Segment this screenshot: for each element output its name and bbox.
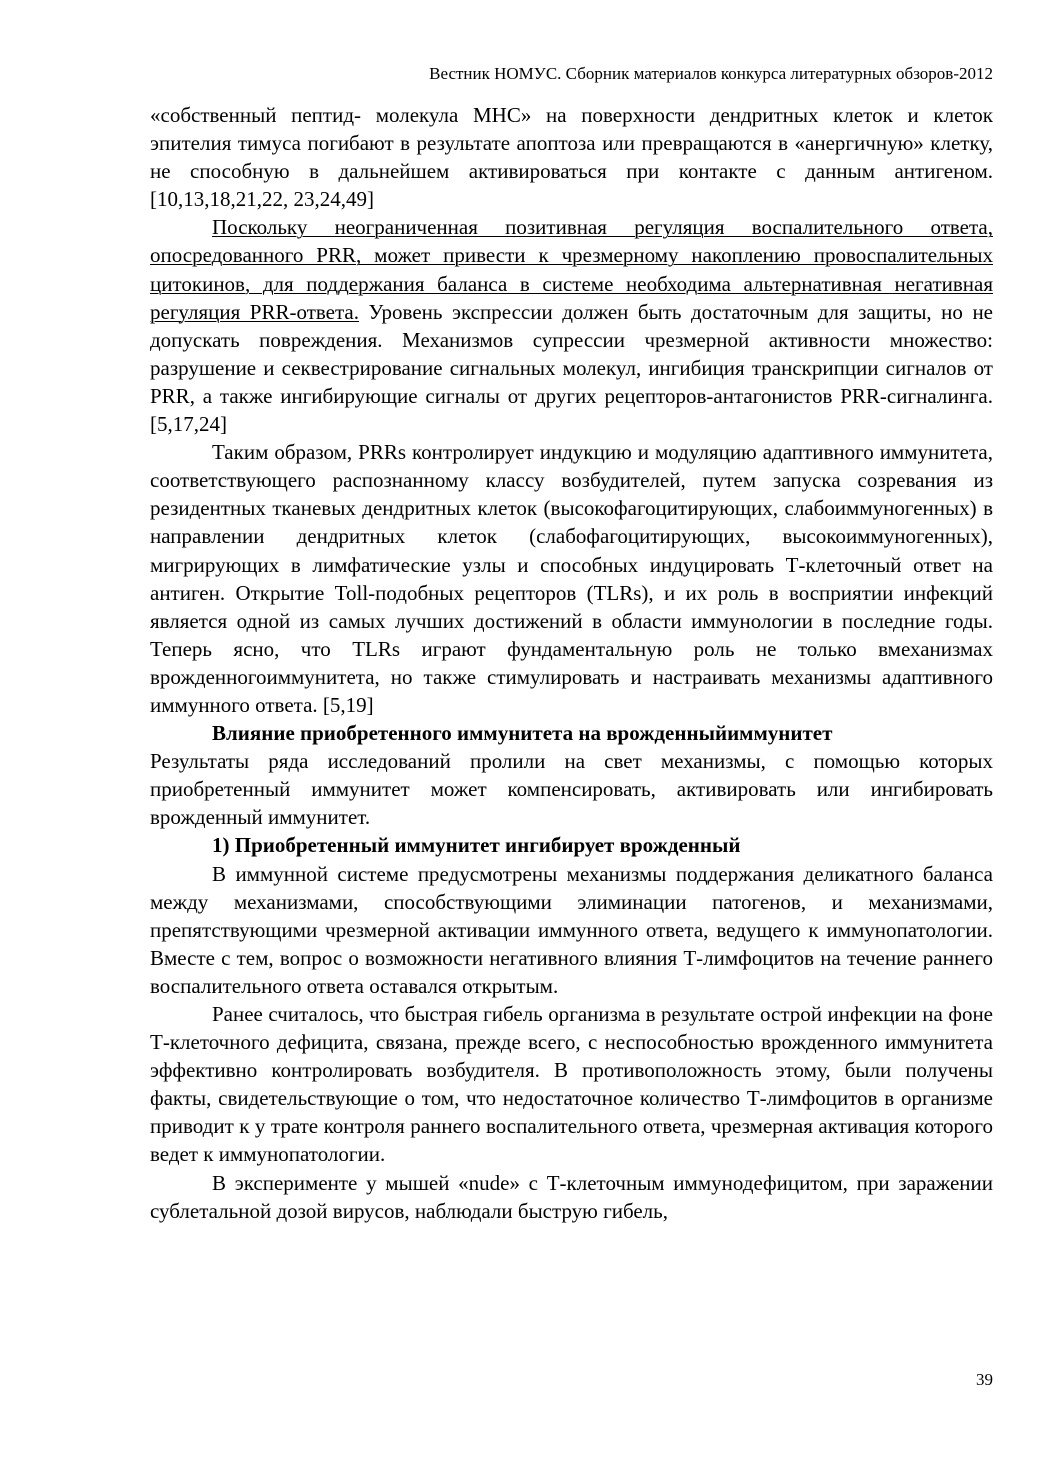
page-number: 39: [976, 1370, 993, 1389]
paragraph-5: В иммунной системе предусмотрены механизмы поддержания деликатного баланса между механизмами, способствующими элиминации патогенов, и механизмами, препятствующими чрезмерной активации иммунного ответа, ведущего к иммунопатологии. Вместе с тем, вопрос о возможности негативного влияния Т-лимфоцитов на течение раннего воспалительного ответа оставался открытым.: [150, 861, 993, 998]
subsection-heading: 1) Приобретенный иммунитет ингибирует врожденный: [212, 833, 741, 858]
paragraph-3: Таким образом, PRRs контролирует индукцию и модуляцию адаптивного иммунитета, соответствующего распознанному классу возбудителей, путем запуска созревания из резидентных тканевых дендритных клеток (высокофагоцитирующих, слабоиммуногенных) в направлении дендритных клеток (слабофагоцитирующих, высокоиммуногенных), мигрирующих в лимфатические узлы и способных индуцировать Т-клеточный ответ на антиген. Открытие Toll-подобных рецепторов (TLRs), и их роль в восприятии инфекций является одной из самых лучших достижений в области иммунологии в последние годы. Теперь ясно, что TLRs играют фундаментальную роль не только вмеханизмах врожденногоиммунитета, но также стимулировать и настраивать механизмы адаптивного иммунного ответа. [5,19]: [150, 440, 993, 717]
paragraph-6: Ранее считалось, что быстрая гибель организма в результате острой инфекции на фоне Т-клеточного дефицита, связана, прежде всего, с неспособностью врожденного иммунитета эффективно контролировать возбудителя. В противоположность этому, были получены факты, свидетельствующие о том, что недостаточное количество Т-лимфоцитов в организме приводит к у трате контроля раннего воспалительного ответа, чрезмерная активация которого ведет к иммунопатологии.: [150, 1002, 993, 1167]
running-head: Вестник НОМУС. Сборник материалов конкурса литературных обзоров-2012: [429, 64, 993, 83]
paragraph-2-rest: Уровень экспрессии должен быть достаточным для защиты, но не допускать повреждения. Механизмов супрессии чрезмерной активности множество: разрушение и секвестрирование сигнальных молекул, ингибиция транскрипции сигналов от PRR, а также ингибирующие сигналы от других рецепторов-антагонистов PRR-сигналинга. [5,17,24]: [150, 299, 993, 437]
section-heading: Влияние приобретенного иммунитета на врожденныйиммунитет: [212, 721, 833, 746]
paragraph-1: «собственный пептид- молекула МНС» на поверхности дендритных клеток и клеток эпителия тимуса погибают в результате апоптоза или превращаются в «анергичную» клетку, не способную в дальнейшем активироваться при контакте с данным антигеном. [10,13,18,21,22, 23,24,49]: [150, 103, 993, 212]
paragraph-7: В эксперименте у мышей «nude» с Т-клеточным иммунодефицитом, при заражении сублетальной дозой вирусов, наблюдали быструю гибель,: [150, 1170, 993, 1223]
paragraph-2: [150, 213, 993, 438]
paragraph-4: Результаты ряда исследований пролили на свет механизмы, с помощью которых приобретенный иммунитет может компенсировать, активировать или ингибировать врожденный иммунитет.: [150, 749, 993, 830]
page-body: [150, 101, 993, 1225]
underlined-sentence: Поскольку неограниченная позитивная регуляция воспалительного ответа, опосредованного PRR, может привести к чрезмерному накоплению провоспалительных цитокинов, для поддержания баланса в системе необходима альтернативная негативная регуляция PRR-ответа.: [150, 215, 993, 324]
